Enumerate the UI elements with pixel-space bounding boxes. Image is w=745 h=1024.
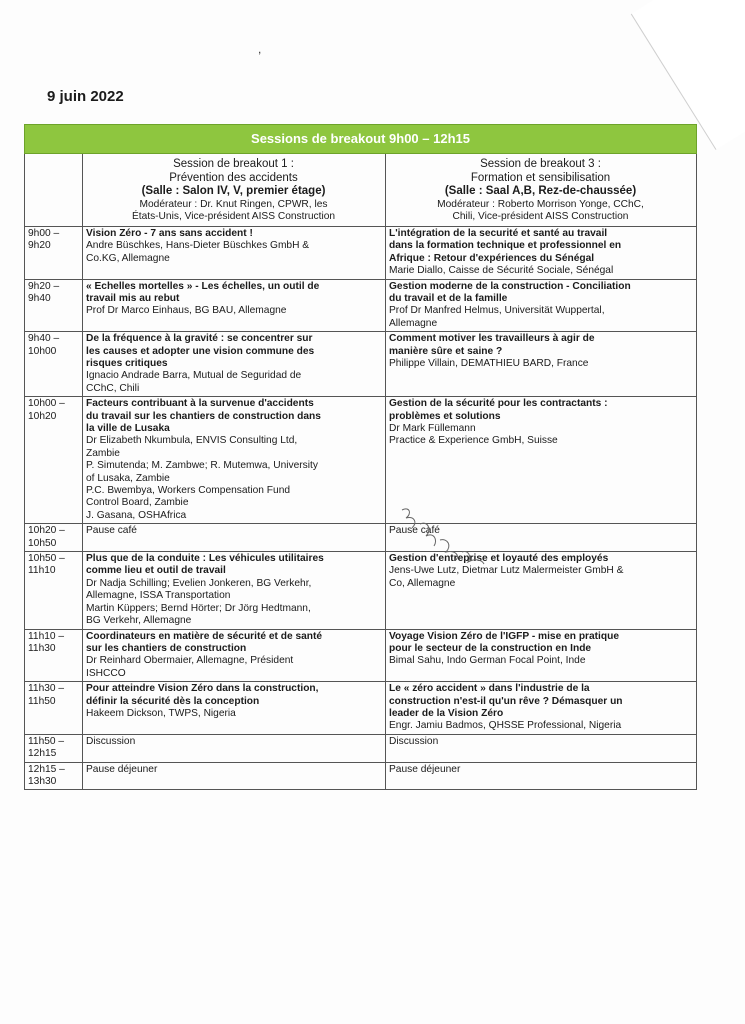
- speaker-line: Co, Allemagne: [389, 577, 456, 589]
- table-row: [25, 762, 697, 790]
- talk-title: pour le secteur de la construction en Inde: [389, 642, 592, 654]
- session-3-cell: [386, 629, 697, 682]
- session-1-header: [83, 154, 386, 227]
- session-1-cell: [83, 397, 386, 524]
- time-slot-text: 11h30: [28, 642, 56, 654]
- talk-title: comme lieu et outil de travail: [86, 565, 226, 577]
- session-1-moderator: Modérateur : Dr. Knut Ringen, CPWR, les: [139, 198, 328, 210]
- time-slot-text: 10h00 –: [28, 398, 65, 410]
- session-3-cell: [386, 682, 697, 735]
- speaker-line: Ignacio Andrade Barra, Mutual de Seguridad de: [86, 370, 302, 382]
- time-slot: [25, 332, 83, 397]
- talk-title: manière sûre et saine ?: [389, 345, 503, 357]
- table-row: [25, 629, 697, 682]
- table-row: [25, 682, 697, 735]
- session-1-title: Session de breakout 1 :: [173, 158, 294, 170]
- talk-title: sur les chantiers de construction: [86, 642, 247, 654]
- speaker-line: Dr Nadja Schilling; Evelien Jonkeren, BG Verkehr,: [86, 577, 312, 589]
- table-row: [25, 524, 697, 552]
- talk-title: L'intégration de la securité et santé au travail: [389, 227, 608, 239]
- time-slot-text: 12h15: [28, 748, 57, 760]
- session-3-header: [386, 154, 697, 227]
- banner-row: [25, 125, 697, 154]
- talk-title: Plus que de la conduite : Les véhicules utilitaires: [86, 553, 324, 565]
- time-slot-text: 10h00: [28, 345, 57, 357]
- talk-title: Vision Zéro - 7 ans sans accident !: [86, 227, 253, 239]
- speaker-line: Control Board, Zambie: [86, 497, 189, 509]
- time-slot-text: 10h20: [28, 410, 57, 422]
- speaker-line: Pause café: [389, 525, 440, 537]
- session-1-cell: [83, 734, 386, 762]
- talk-title: Voyage Vision Zéro de l'IGFP - mise en pratique: [389, 630, 620, 642]
- time-slot: [25, 762, 83, 790]
- talk-title: problèmes et solutions: [389, 410, 501, 422]
- talk-title: définir la sécurité dès la conception: [86, 695, 260, 707]
- table-row: [25, 397, 697, 524]
- table-row: [25, 734, 697, 762]
- speaker-line: Pause café: [86, 525, 137, 537]
- speaker-line: ISHCCO: [86, 667, 126, 679]
- schedule-table: [24, 124, 697, 790]
- table-row: [25, 279, 697, 332]
- speaker-line: Andre Büschkes, Hans-Dieter Büschkes GmbH &: [86, 240, 310, 252]
- speaker-line: Prof Dr Manfred Helmus, Universität Wuppertal,: [389, 305, 605, 317]
- time-slot: [25, 629, 83, 682]
- talk-title: Facteurs contribuant à la survenue d'accidents: [86, 398, 314, 410]
- speaker-line: Zambie: [86, 447, 120, 459]
- speaker-line: P.C. Bwembya, Workers Compensation Fund: [86, 485, 291, 497]
- session-3-cell: [386, 734, 697, 762]
- talk-title: du travail et de la famille: [389, 292, 508, 304]
- time-slot-text: 9h40: [28, 292, 51, 304]
- session-3-moderator: Modérateur : Roberto Morrison Yonge, CChC,: [437, 198, 644, 210]
- session-3-cell: [386, 332, 697, 397]
- talk-title: Pour atteindre Vision Zéro dans la construction,: [86, 683, 319, 695]
- talk-title: leader de la Vision Zéro: [389, 707, 504, 719]
- speaker-line: Co.KG, Allemagne: [86, 252, 170, 264]
- talk-title: travail mis au rebut: [86, 292, 180, 304]
- speaker-line: Discussion: [389, 735, 439, 747]
- time-slot-text: 13h30: [28, 775, 57, 787]
- speaker-line: Bimal Sahu, Indo German Focal Point, Inde: [389, 655, 586, 667]
- time-slot-text: 9h40 –: [28, 333, 60, 345]
- time-slot: [25, 682, 83, 735]
- table-row: [25, 332, 697, 397]
- session-3-cell: [386, 226, 697, 279]
- speaker-line: P. Simutenda; M. Zambwe; R. Mutemwa, University: [86, 460, 318, 472]
- talk-title: les causes et adopter une vision commune des: [86, 345, 315, 357]
- time-slot-text: 11h50 –: [28, 735, 65, 747]
- talk-title: du travail sur les chantiers de construction dans: [86, 410, 321, 422]
- session-1-cell: [83, 762, 386, 790]
- session-3-subtitle: Formation et sensibilisation: [470, 171, 611, 184]
- talk-title: Coordinateurs en matière de sécurité et de santé: [86, 630, 323, 642]
- speaker-line: J. Gasana, OSHAfrica: [86, 509, 187, 521]
- time-slot: [25, 397, 83, 524]
- time-slot-text: 10h50: [28, 537, 57, 549]
- session-header-row: [25, 154, 697, 227]
- time-slot-text: 11h10 –: [28, 630, 65, 642]
- speaker-line: Dr Reinhard Obermaier, Allemagne, Président: [86, 655, 294, 667]
- time-slot: [25, 734, 83, 762]
- speaker-line: Marie Diallo, Caisse de Sécurité Sociale, Sénégal: [389, 265, 614, 277]
- speaker-line: Practice & Experience GmbH, Suisse: [389, 435, 558, 447]
- session-1-moderator: États-Unis, Vice-président AISS Construction: [131, 210, 336, 222]
- talk-title: risques critiques: [86, 357, 168, 369]
- session-3-moderator: Chili, Vice-président AISS Construction: [452, 210, 629, 222]
- time-slot-text: 9h00 –: [28, 227, 60, 239]
- talk-title: « Echelles mortelles » - Les échelles, un outil de: [86, 280, 320, 292]
- session-1-cell: [83, 682, 386, 735]
- schedule-rows: [25, 226, 697, 789]
- time-slot-text: 9h20: [28, 240, 51, 252]
- session-3-cell: [386, 762, 697, 790]
- time-slot-text: 11h30 –: [28, 683, 65, 695]
- time-slot-text: 11h50: [28, 695, 56, 707]
- talk-title: Afrique : Retour d'expériences du Sénégal: [389, 252, 595, 264]
- time-slot-text: 9h20 –: [28, 280, 60, 292]
- time-slot-text: 10h20 –: [28, 525, 65, 537]
- talk-title: Comment motiver les travailleurs à agir de: [389, 333, 595, 345]
- talk-title: Le « zéro accident » dans l'industrie de la: [389, 683, 590, 695]
- speaker-line: of Lusaka, Zambie: [86, 472, 170, 484]
- speaker-line: Pause déjeuner: [389, 763, 461, 775]
- session-1-cell: [83, 552, 386, 629]
- speaker-line: Dr Elizabeth Nkumbula, ENVIS Consulting Ltd,: [86, 435, 298, 447]
- speaker-line: Engr. Jamiu Badmos, QHSSE Professional, Nigeria: [389, 720, 622, 732]
- talk-title: dans la formation technique et professionnel en: [389, 240, 622, 252]
- talk-title: Gestion moderne de la construction - Conciliation: [389, 280, 631, 292]
- session-1-cell: [83, 629, 386, 682]
- time-slot: [25, 524, 83, 552]
- speaker-line: BG Verkehr, Allemagne: [86, 615, 192, 627]
- time-header-cell: [25, 154, 83, 227]
- session-1-cell: [83, 226, 386, 279]
- speaker-line: Allemagne: [389, 317, 438, 329]
- session-1-cell: [83, 332, 386, 397]
- speaker-line: Jens-Uwe Lutz, Dietmar Lutz Malermeister GmbH &: [389, 565, 624, 577]
- time-slot-text: 12h15 –: [28, 763, 65, 775]
- scan-mark: ,: [258, 42, 262, 56]
- table-row: [25, 552, 697, 629]
- speaker-line: CChC, Chili: [86, 382, 140, 394]
- sessions-banner: Sessions de breakout 9h00 – 12h15: [25, 125, 697, 154]
- talk-title: Gestion de la sécurité pour les contractants :: [389, 398, 608, 410]
- time-slot: [25, 226, 83, 279]
- session-3-title: Session de breakout 3 :: [480, 158, 601, 170]
- speaker-line: Hakeem Dickson, TWPS, Nigeria: [86, 707, 236, 719]
- time-slot: [25, 552, 83, 629]
- speaker-line: Philippe Villain, DEMATHIEU BARD, France: [389, 357, 589, 369]
- speaker-line: Martin Küppers; Bernd Hörter; Dr Jörg Hedtmann,: [86, 602, 311, 614]
- table-row: [25, 226, 697, 279]
- speaker-line: Discussion: [86, 735, 136, 747]
- session-1-cell: [83, 524, 386, 552]
- handwritten-signature: [398, 500, 488, 568]
- session-3-cell: [386, 279, 697, 332]
- session-1-cell: [83, 279, 386, 332]
- speaker-line: Dr Mark Füllemann: [389, 423, 476, 434]
- session-3-room: (Salle : Saal A,B, Rez-de-chaussée): [444, 185, 637, 197]
- session-1-room: (Salle : Salon IV, V, premier étage): [141, 185, 326, 197]
- time-slot-text: 10h50 –: [28, 553, 65, 565]
- time-slot-text: 11h10: [28, 565, 56, 577]
- speaker-line: Allemagne, ISSA Transportation: [86, 590, 231, 602]
- speaker-line: Prof Dr Marco Einhaus, BG BAU, Allemagne: [86, 305, 287, 317]
- talk-title: construction n'est-il qu'un rêve ? Démasquer un: [389, 695, 623, 707]
- talk-title: la ville de Lusaka: [86, 423, 170, 434]
- talk-title: Gestion d'entreprise et loyauté des employés: [389, 553, 609, 565]
- time-slot: [25, 279, 83, 332]
- speaker-line: Pause déjeuner: [86, 763, 158, 775]
- talk-title: De la fréquence à la gravité : se concentrer sur: [86, 333, 313, 345]
- session-1-subtitle: Prévention des accidents: [169, 171, 298, 184]
- page-date: 9 juin 2022: [47, 88, 124, 105]
